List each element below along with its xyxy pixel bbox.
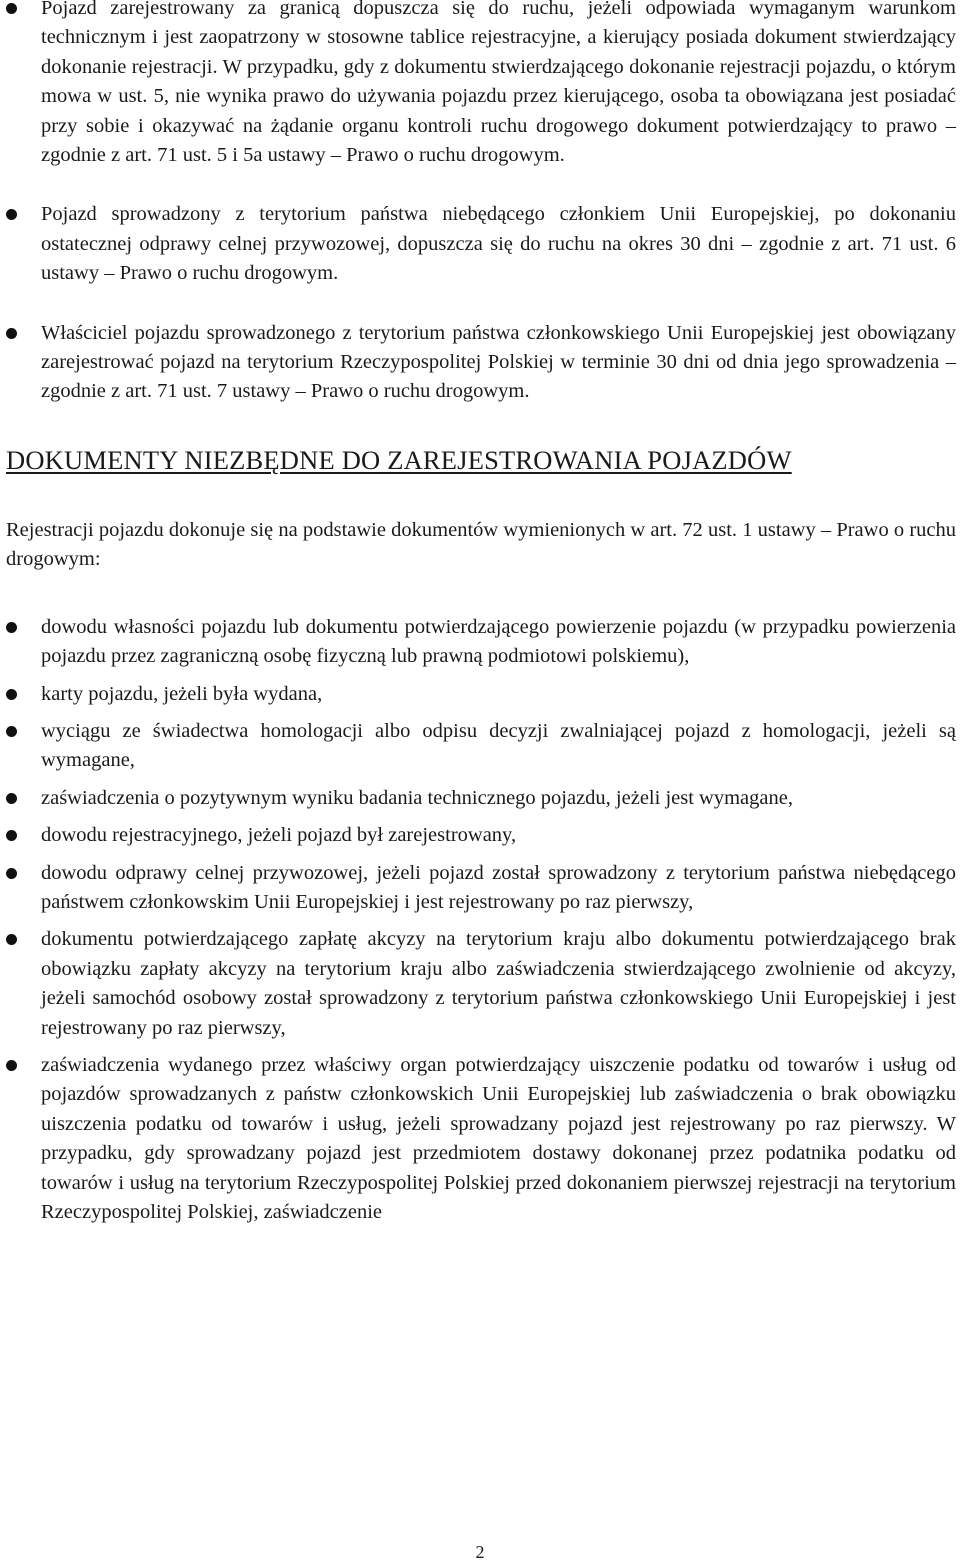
list-item-text: Właściciel pojazdu sprowadzonego z terytorium państwa członkowskiego Unii Europejskiej jest obowiązany zarejestrować pojazd na terytorium Rzeczypospolitej Polskiej w terminie 30 dni od dnia jego sprowadzenia – zgodnie z art. 71 ust. 7 ustawy – Prawo o ruchu drogowym.: [41, 321, 956, 403]
list-item: [6, 821, 956, 850]
list-item-text: dowodu odprawy celnej przywozowej, jeżeli pojazd został sprowadzony z terytorium państwa niebędącego państwem członkowskim Unii Europejskiej i jest rejestrowany po raz pierwszy,: [41, 861, 956, 913]
spacer: [6, 672, 956, 680]
list-item: [6, 1051, 956, 1227]
list-item: [6, 784, 956, 813]
list-item-text: zaświadczenia o pozytywnym wyniku badania technicznego pojazdu, jeżeli jest wymagane,: [41, 786, 793, 809]
list-item: [6, 0, 956, 170]
list-item-text: karty pojazdu, jeżeli była wydana,: [41, 682, 323, 705]
bullet-icon: [6, 868, 17, 879]
bullet-icon: [6, 328, 17, 339]
bullet-icon: [6, 934, 17, 945]
page-content: [6, 0, 956, 1227]
list-item-text: dokumentu potwierdzającego zapłatę akcyzy na terytorium kraju albo dokumentu potwierdzającego brak obowiązku zapłaty akcyzy na terytorium kraju albo zaświadczenia stwierdzającego zwolnienie od akcyzy, jeżeli samochód osobowy został sprowadzony z terytorium państwa członkowskiego Unii Europejskiej i jest rejestrowany po raz pierwszy,: [41, 928, 956, 1039]
spacer: [6, 289, 956, 319]
list-item-text: Pojazd zarejestrowany za granicą dopuszcza się do ruchu, jeżeli odpowiada wymaganym warunkom technicznym i jest zaopatrzony w stosowne tablice rejestracyjne, a kierujący posiada dokument stwierdzający dokonanie rejestracji. W przypadku, gdy z dokumentu stwierdzającego dokonanie rejestracji pojazdu, o którym mowa w ust. 5, nie wynika prawo do używania pojazdu przez kierującego, osoba ta obowiązana jest posiadać przy sobie i okazywać na żądanie organu kontroli ruchu drogowego dokument potwierdzający to prawo – zgodnie z art. 71 ust. 5 i 5a ustawy – Prawo o ruchu drogowym.: [41, 0, 956, 167]
bullet-icon: [6, 209, 17, 220]
bullet-icon: [6, 830, 17, 841]
intro-paragraph: Rejestracji pojazdu dokonuje się na podstawie dokumentów wymienionych w art. 72 ust. 1 ustawy – Prawo o ruchu drogowym:: [6, 518, 956, 571]
spacer: [6, 709, 956, 717]
list-item-text: Pojazd sprowadzony z terytorium państwa niebędącego członkiem Unii Europejskiej, po dokonaniu ostatecznej odprawy celnej przywozowej, dopuszcza się do ruchu na okres 30 dni – zgodnie z art. 71 ust. 6 ustawy – Prawo o ruchu drogowym.: [41, 203, 956, 285]
spacer: [6, 813, 956, 821]
list-item: [6, 717, 956, 776]
list-item: [6, 859, 956, 918]
list-item-text: wyciągu ze świadectwa homologacji albo odpisu decyzji zwalniającej pojazd z homologacji, jeżeli są wymagane,: [41, 719, 956, 772]
list-item-text: zaświadczenia wydanego przez właściwy organ potwierdzający uiszczenie podatku od towarów i usług od pojazdów sprowadzanych z państw członkowskich Unii Europejskiej lub zaświadczenia o brak obowiązku uiszczenia podatku od towarów i usług, jeżeli sprowadzany pojazd jest rejestrowany po raz pierwszy. W przypadku, gdy sprowadzany pojazd jest przedmiotem dostawy dokonanej przez podatnika podatku od towarów i usług na terytorium Rzeczypospolitej Polskiej przed dokonaniem pierwszej rejestracji na terytorium Rzeczypospolitej Polskiej, zaświadczenie: [41, 1053, 956, 1223]
list-item: [6, 319, 956, 407]
spacer: [6, 917, 956, 925]
list-item: [6, 925, 956, 1043]
list-item-text: dowodu rejestracyjnego, jeżeli pojazd był zarejestrowany,: [41, 824, 517, 847]
list-item: [6, 200, 956, 288]
spacer: [6, 575, 956, 613]
bullet-icon: [6, 622, 17, 633]
spacer: [6, 851, 956, 859]
list-item: [6, 680, 956, 709]
documents-bullet-list: [6, 613, 956, 1228]
spacer: [6, 477, 956, 516]
spacer: [6, 1043, 956, 1051]
spacer: [6, 407, 956, 443]
spacer: [6, 170, 956, 200]
bullet-icon: [6, 3, 17, 14]
bullet-icon: [6, 1060, 17, 1071]
bullet-icon: [6, 689, 17, 700]
page-number: 2: [475, 1542, 485, 1562]
spacer: [6, 776, 956, 784]
section-heading: DOKUMENTY NIEZBĘDNE DO ZAREJESTROWANIA POJAZDÓW: [6, 444, 792, 475]
bullet-icon: [6, 793, 17, 804]
list-item: [6, 613, 956, 672]
top-bullet-list: [6, 0, 956, 407]
list-item-text: dowodu własności pojazdu lub dokumentu potwierdzającego powierzenie pojazdu (w przypadku powierzenia pojazdu przez zagraniczną osobę fizyczną lub prawną podmiotowi polskiemu),: [41, 615, 956, 668]
bullet-icon: [6, 726, 17, 737]
